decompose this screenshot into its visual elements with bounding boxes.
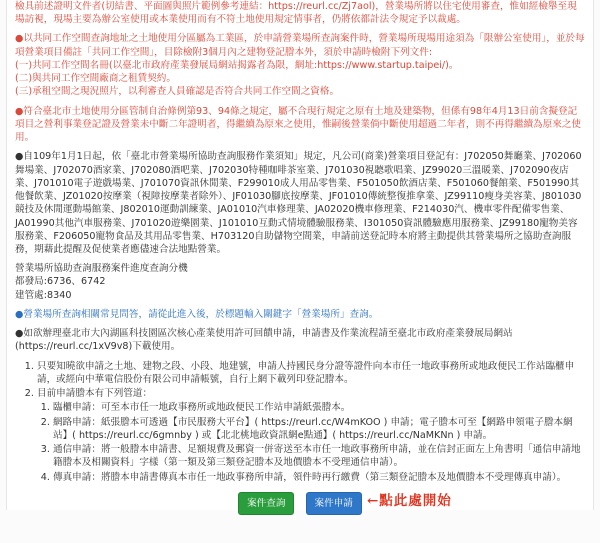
coworking-item-1: (一)共同工作空間名冊(以臺北市政府產業發展局網站揭露者為限，網址:https://www.startup.taipei/)。	[15, 59, 459, 71]
list-item-text: 目前申請謄本有下列管道：	[37, 388, 153, 400]
sub-list	[37, 401, 585, 483]
button-row	[7, 492, 593, 515]
sub-list-item: 3. 通信申請：將一般謄本申請書、足額規費及郵資一併寄送至本市任一地政事務所申請，並在信封正面左上角書明「通信申請地籍謄本及相關資料」字樣（第一類及第三類登記謄本及地價謄本不受理通信申請）。	[53, 443, 585, 469]
stats-title: 營業場所協助查詢服務案件進度查詢分機	[15, 263, 188, 275]
instruction-list	[15, 360, 585, 484]
case-query-button[interactable]: 案件查詢	[238, 492, 294, 515]
sub-list-item: 2. 網路申請：紙張謄本可透過【市民服務大平台】( https://reurl.cc/W4mKOO ) 申請；電子謄本可至【網路申領電子謄本網站】( https://reurl.cc/6gmnby ) 或【北北桃地政資訊網e點通】( https://reurl.cc/NaMKNn ) 申請。	[53, 416, 585, 442]
content-panel	[6, 0, 594, 510]
start-here-annotation: ←點此處開始	[367, 493, 452, 509]
legacy-use-note: ●符合臺北市土地使用分區管制自治條例第93、94條之規定，屬不合現行規定之原有土地及建築物，但係有98年4月13日前含擬登記項目之營利事業登記證及營業未中斷二年證明者，得繼續為原來之使用，惟嗣後營業倘中斷使用超過二年者，則不再得繼續為原來之使用。	[15, 105, 582, 144]
intro-paragraph: 檢具前述證明文件者(切結書、平面圖與照片範例參考連結：https://reurl.cc/Zj7aol)，營業場所將以住宅使用審查，惟如經檢舉至現場訪視，現場主要為辦公室使用或本業使用而有不符土地使用規定情事者，仍將依都計法令規定予以裁處。	[15, 1, 577, 26]
sub-list-item: 1. 臨櫃申請：可至本市任一地政事務所或地政便民工作站申請紙張謄本。	[53, 401, 585, 414]
faq-link[interactable]: ●營業場所查詢相關常見問答，請從此進入後，於標題輸入關鍵字「營業場所」查詢。	[15, 308, 379, 320]
stats-extension-1: 都發局:6736、6742	[15, 276, 106, 288]
list-item	[37, 387, 585, 484]
coworking-item-3: (三)承租空間之現況照片，以利審查人員確認是否符合共同工作空間之資格。	[15, 86, 340, 98]
policy-paragraph: ●自109年1月1日起，依「臺北市營業場所協助查詢服務作業須知」規定，凡公司(商業)營業項目登記有：J702050舞廳業、J702060舞場業、J702070酒家業、J702080酒吧業、J702030特種咖啡茶室業、J701030視聽歌唱業、JZ99020三溫暖業、J702090夜店業、J701010電子遊戲場業、J701070資訊休閒業、F299010成人用品零售業、F501050飲酒店業、F501060餐館業、F501990其他餐飲業、JZ01020按摩業（視障按摩業者除外）、JF01030腳底按摩業、JF01010傳統整復推拿業、JZ99110瘦身美容業、J801030競技及休閒運動場館業、J802010運動訓練業、JA01010汽車修理業、JA02020機車修理業、F214030汽、機車零件配備零售業、JA01990其他汽車服務業、J701020遊樂園業、J101010互動式情境體驗服務業、I301050資訊體驗應用服務業、JZ99180寵物美容服務業、F206050寵物食品及其用品零售業、H703120自助儲物空間業，申請前送登記時本府將主動提供其營業場所之協助查詢服務，期藉此提醒及促使業者應儘速合法地點營業。	[15, 151, 582, 255]
case-apply-button[interactable]: 案件申請	[306, 492, 362, 515]
list-item	[37, 360, 585, 386]
stats-extension-2: 建管處:8340	[15, 289, 72, 301]
sub-list-item: 4. 傳真申請：將謄本申請書傳真本市任一地政事務所申請，領件時再行繳費（第三類登記謄本及地價謄本不受理傳真申請）。	[53, 471, 585, 484]
list-item-text: 只要知曉欲申請之土地、建物之段、小段、地建號，申請人持國民身分證等證件向本市任一地政事務所或地政便民工作站臨櫃申請，或經向中華電信股份有限公司申請帳號，自行上網下載列印登記謄本。	[37, 360, 575, 385]
coworking-item-2: (二)與共同工作空間廠商之租賃契約。	[15, 73, 176, 85]
application-intro: ●如欲辦理臺北市大內湖區科技園區次核心產業使用許可回饋申請，申請書及作業流程請至臺北市政府產業發展局網站(https://reurl.cc/1xV9v8)下載使用。	[15, 328, 513, 353]
coworking-note: ●以共同工作空間查詢地址之土地使用分區屬為工業區，於申請營業場所查詢案件時，營業場所現場用途須為「限辦公室使用」，並於每項營業項目備註「共同工作空間」，目除檢附3個月內之建物登記謄本外，須於申請時檢附下列文件:	[15, 33, 585, 58]
